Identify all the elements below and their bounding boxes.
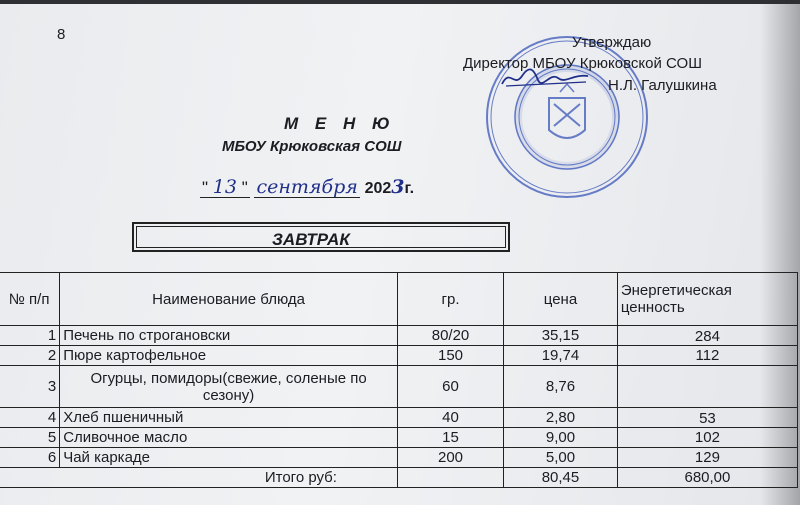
dish-grams: 80/20 <box>397 326 503 346</box>
date-month-field <box>254 178 359 198</box>
header-dish: Наименование блюда <box>60 273 398 326</box>
dish-name: Пюре картофельное <box>60 346 398 366</box>
date-month: сентября <box>256 176 358 198</box>
dish-grams: 15 <box>397 428 503 448</box>
row-number: 2 <box>0 346 60 366</box>
dish-name: Печень по строгановски <box>60 326 398 346</box>
approval-line-1: Утверждаю <box>572 34 652 51</box>
total-label: Итого руб: <box>0 468 397 488</box>
dish-price: 8,76 <box>504 366 618 408</box>
dish-energy: 102 <box>617 428 797 448</box>
school-name: МБОУ Крюковская СОШ <box>222 138 402 155</box>
table-row <box>0 448 798 468</box>
date-year: 2023г. <box>364 176 415 198</box>
header-price: цена <box>504 273 618 326</box>
header-energy: Энергетическая ценность <box>617 273 797 326</box>
dish-price: 19,74 <box>504 346 618 366</box>
menu-date <box>200 176 414 198</box>
approval-line-2: Директор МБОУ Крюковской СОШ <box>463 55 702 72</box>
dish-name: Чай каркаде <box>60 448 398 468</box>
dish-energy: 129 <box>617 448 797 468</box>
page-number: 8 <box>57 26 66 43</box>
dish-name: Хлеб пшеничный <box>60 408 398 428</box>
table-row <box>0 326 798 346</box>
row-number: 3 <box>0 366 60 408</box>
dish-energy: 112 <box>617 346 797 366</box>
dish-grams: 40 <box>397 408 503 428</box>
total-price: 80,45 <box>504 468 618 488</box>
total-row <box>0 468 798 488</box>
menu-table <box>0 272 798 488</box>
total-energy: 680,00 <box>617 468 797 488</box>
row-number: 5 <box>0 428 60 448</box>
page-top-edge <box>0 0 800 4</box>
menu-title: М Е Н Ю <box>284 114 396 133</box>
dish-energy: 284 <box>617 326 797 346</box>
dish-name: Огурцы, помидоры(свежие, соленые по сезону) <box>60 366 398 408</box>
dish-price: 9,00 <box>504 428 618 448</box>
dish-grams: 60 <box>397 366 503 408</box>
dish-grams: 200 <box>397 448 503 468</box>
table-header-row <box>0 273 798 326</box>
table-row <box>0 346 798 366</box>
dish-price: 35,15 <box>504 326 618 346</box>
page-shadow <box>760 0 800 505</box>
date-day-field: " 13 " <box>202 176 248 198</box>
dish-energy: 53 <box>617 408 797 428</box>
dish-price: 5,00 <box>504 448 618 468</box>
approval-line-3: Н.Л. Галушкина <box>608 77 717 94</box>
table-row <box>0 428 798 448</box>
table-row <box>0 366 798 408</box>
header-grams: гр. <box>397 273 503 326</box>
meal-title: ЗАВТРАК <box>272 230 350 249</box>
row-number: 4 <box>0 408 60 428</box>
signature <box>500 66 590 90</box>
row-number: 6 <box>0 448 60 468</box>
row-number: 1 <box>0 326 60 346</box>
dish-grams: 150 <box>397 346 503 366</box>
table-row <box>0 408 798 428</box>
dish-price: 2,80 <box>504 408 618 428</box>
date-day: 13 <box>212 176 237 198</box>
dish-name: Сливочное масло <box>60 428 398 448</box>
header-number: № п/п <box>0 273 60 326</box>
